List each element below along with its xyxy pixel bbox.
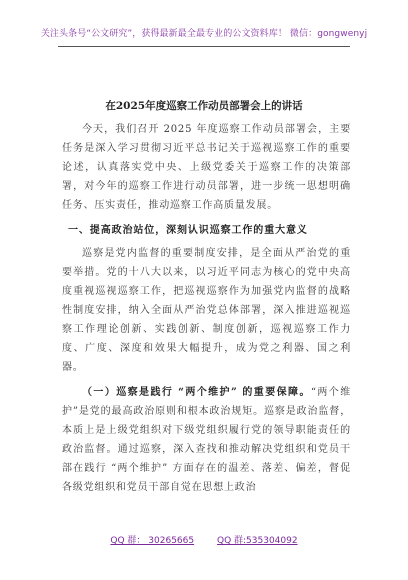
body-paragraph: 巡察是党内监督的重要制度安排，是全面从严治党的重要举措。党的十八大以来，以习近平同志为核心的党中央高度重视巡视巡察工作，把巡视巡察作为加强党内监督的战略性制度安排，纳入全面从严治党总体部署，深入推进巡视巡察工作理论创新、实践创新、制度创新，巡视巡察工作力度、广度、深度和效果大幅提升，成为党之利器、国之利器。 bbox=[62, 248, 351, 373]
header-divider bbox=[58, 46, 350, 47]
qq-group-link-2[interactable]: QQ 群:535304092 bbox=[216, 536, 298, 546]
footer-contact bbox=[0, 533, 408, 546]
subsection-paragraph bbox=[62, 383, 351, 497]
document-body bbox=[62, 120, 351, 497]
qq-group-link-1[interactable]: QQ 群： 30265665 bbox=[110, 536, 195, 546]
intro-paragraph: 今天，我们召开 2025 年度巡察工作动员部署会，主要任务是深入学习贯彻习近平总书记关于巡视巡察工作的重要论述，认真落实党中央、上级党委关于巡察工作的决策部署，对今年的巡察工作进行动员部署，进一步统一思想明确任务、压实责任，推动巡察工作高质量发展。 bbox=[62, 124, 351, 211]
document-title: 在2025年度巡察工作动员部署会上的讲话 bbox=[105, 100, 303, 112]
subsection-text: “两个维护”是党的最高政治原则和根本政治规矩。巡察是政治监督，本质上是上级党组织对下级党组织履行党的领导职能责任的政治监督。通过巡察，深入查找和推动解决党组织和党员干部在践行 “两个维护” 方面存在的温差、落差、偏差，督促各级党组织和党员干部自觉在思想上政治 bbox=[62, 387, 351, 493]
promo-header-text: 关注头条号“公文研究”，获得最新最全最专业的公文资料库！ 微信：gongwenyj bbox=[40, 29, 368, 39]
subsection-heading: （一）巡察是践行 “两个维护” 的重要保障。 bbox=[82, 387, 311, 398]
section-heading-1: 一、提高政治站位，深刻认识巡察工作的重大意义 bbox=[68, 225, 308, 236]
